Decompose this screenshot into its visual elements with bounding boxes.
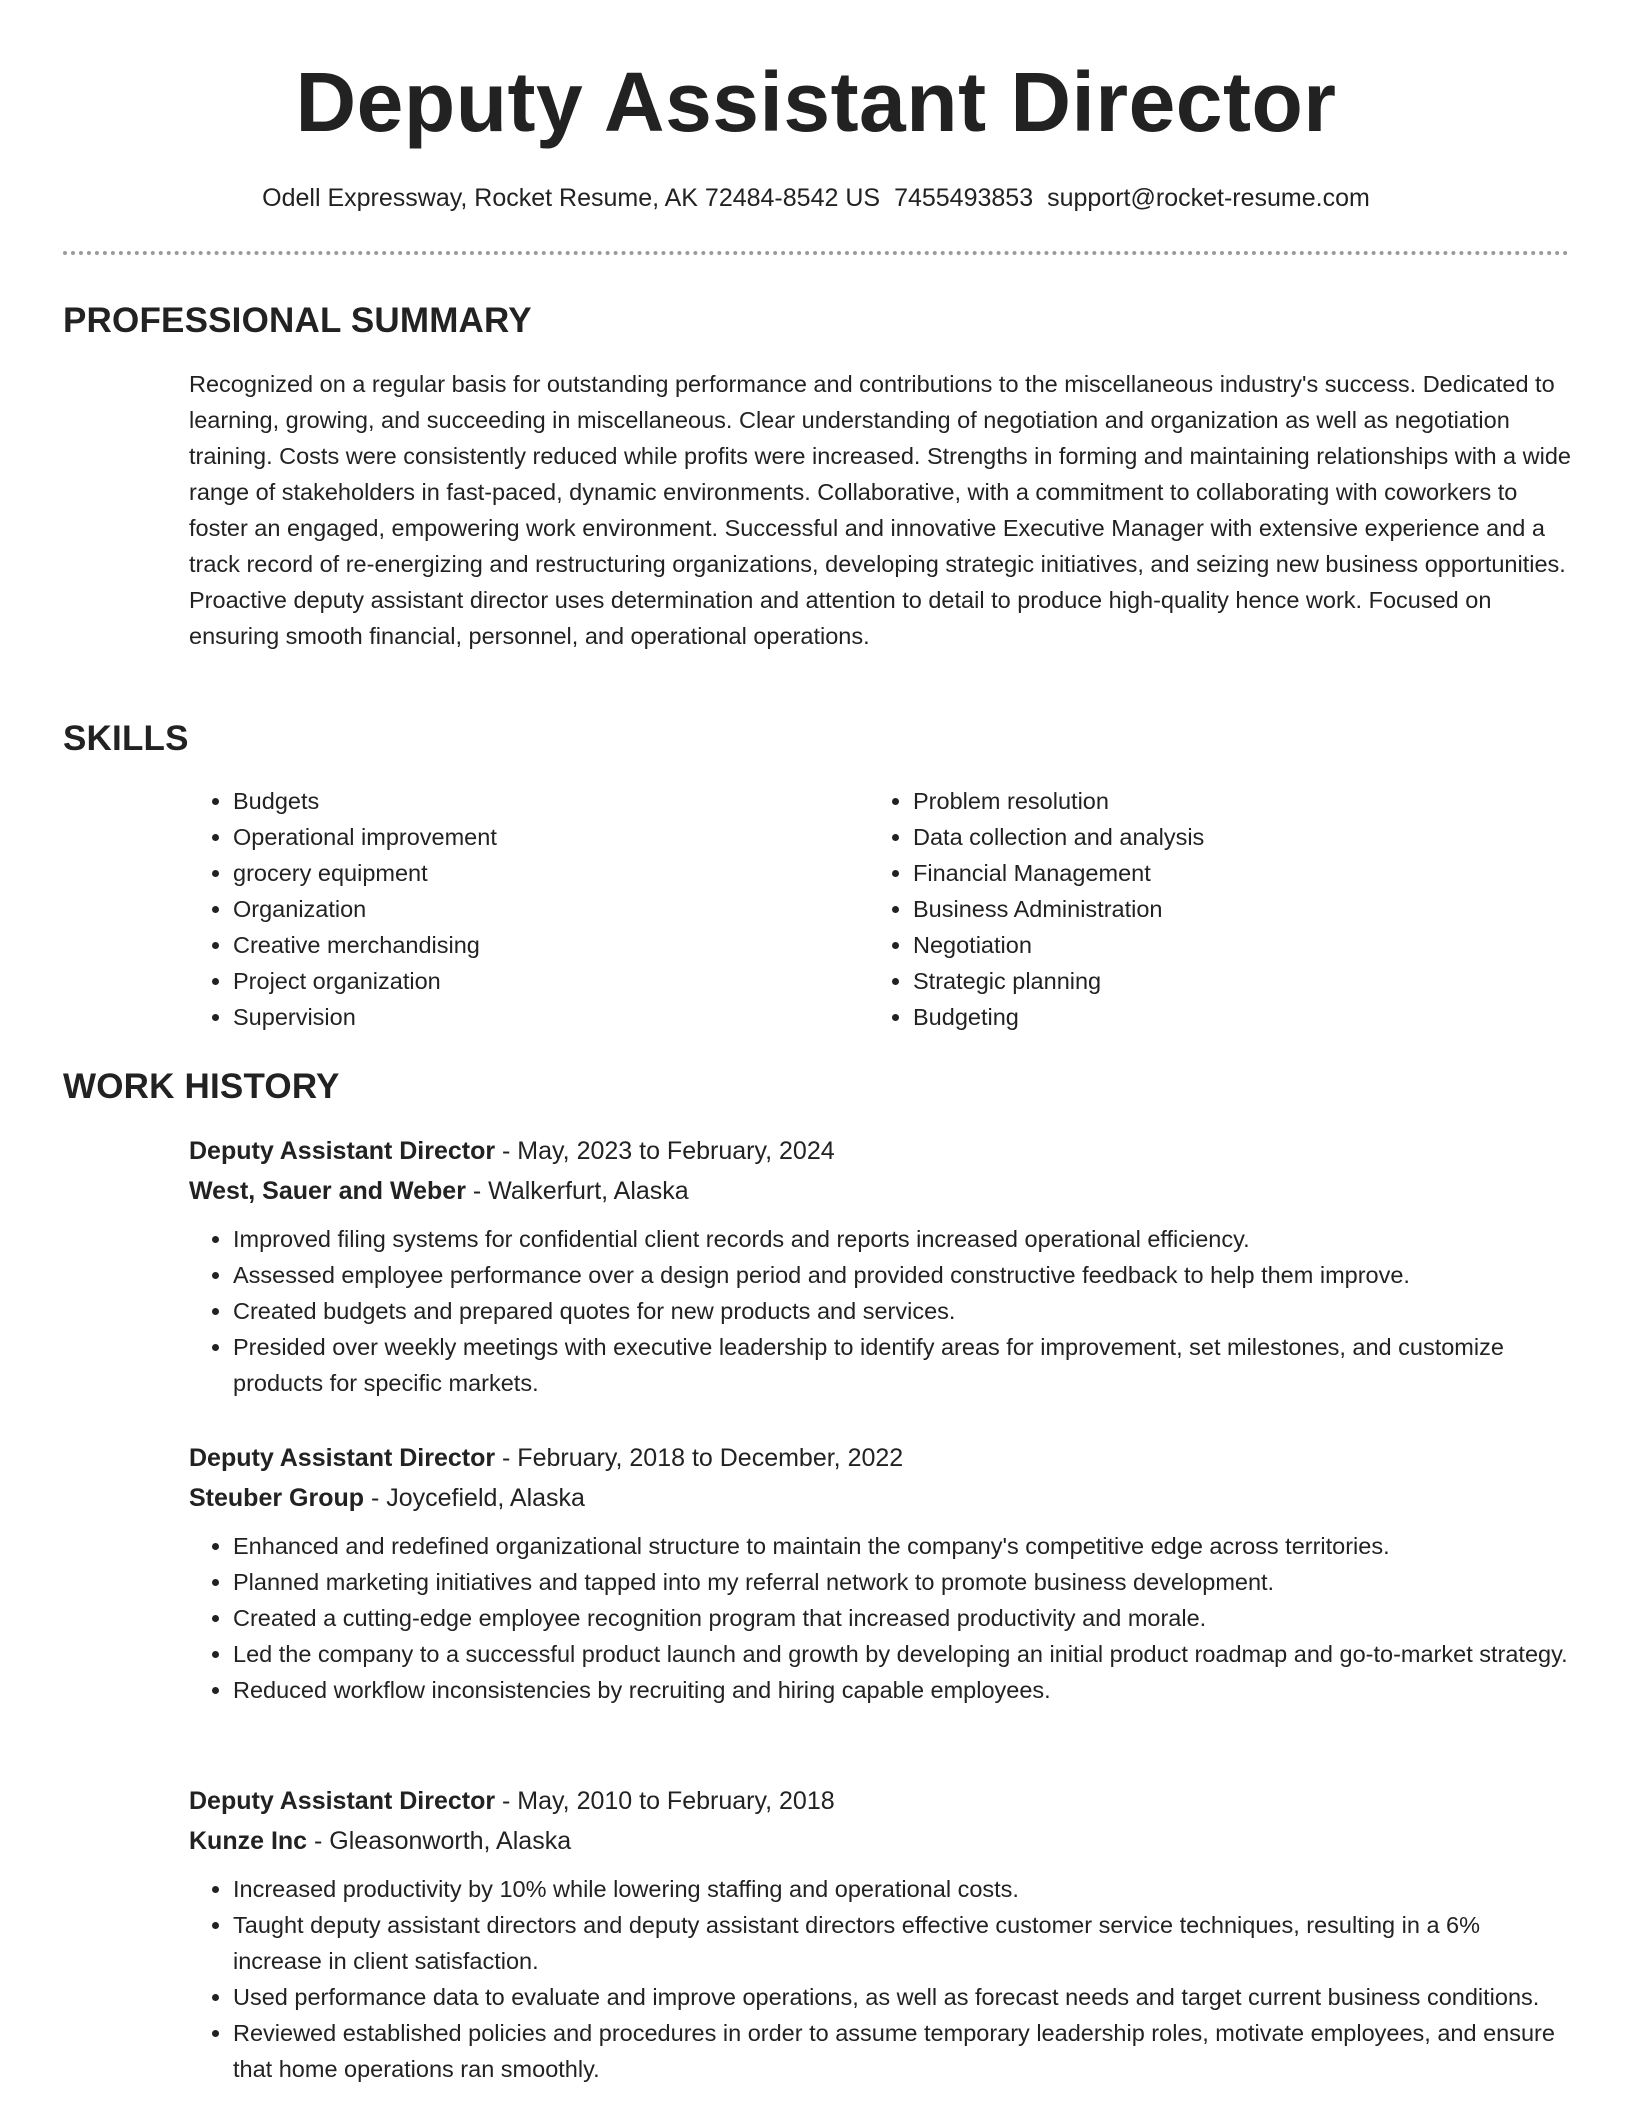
skill-item: • grocery equipment: [233, 855, 497, 891]
job-bullet: • Enhanced and redefined organizational structure to maintain the company's competitive edge across territories.: [233, 1528, 1571, 1564]
job-bullets: [189, 1528, 1571, 1708]
skill-item: • Budgets: [233, 783, 497, 819]
job-bullet: • Taught deputy assistant directors and deputy assistant directors effective customer service techniques, resulting in a 6% increase in client satisfaction.: [233, 1907, 1571, 1979]
skills-list-right: [869, 783, 1204, 1035]
job-company-line: [189, 1478, 1571, 1518]
job-bullet: • Presided over weekly meetings with executive leadership to identify areas for improvement, set milestones, and customize products for specific markets.: [233, 1329, 1571, 1401]
skill-item: • Business Administration: [913, 891, 1204, 927]
skill-item: • Data collection and analysis: [913, 819, 1204, 855]
job-bullet: • Reviewed established policies and procedures in order to assume temporary leadership roles, motivate employees, and ensure that home operations ran smoothly.: [233, 2015, 1571, 2087]
header-divider: [63, 251, 1569, 255]
job-company: Kunze Inc: [189, 1827, 308, 1855]
skill-item: • Project organization: [233, 963, 497, 999]
job-entry: [189, 1781, 1571, 2087]
skills-list-left: [189, 783, 497, 1035]
skill-item: • Organization: [233, 891, 497, 927]
job-title-line: [189, 1781, 1571, 1821]
skill-item: • Operational improvement: [233, 819, 497, 855]
job-location: - Gleasonworth, Alaska: [307, 1827, 572, 1855]
job-bullets: [189, 1221, 1571, 1401]
skill-item: • Financial Management: [913, 855, 1204, 891]
job-company-line: [189, 1171, 1571, 1211]
section-title-summary: PROFESSIONAL SUMMARY: [63, 301, 532, 340]
skill-item: • Problem resolution: [913, 783, 1204, 819]
job-bullet: • Increased productivity by 10% while lowering staffing and operational costs.: [233, 1871, 1571, 1907]
job-location: - Joycefield, Alaska: [364, 1484, 585, 1512]
job-title: Deputy Assistant Director: [189, 1787, 496, 1815]
section-title-skills: SKILLS: [63, 719, 189, 758]
contact-email: support@rocket-resume.com: [1047, 184, 1370, 212]
job-bullets: [189, 1871, 1571, 2087]
job-location: - Walkerfurt, Alaska: [465, 1177, 689, 1205]
contact-address: Odell Expressway, Rocket Resume, AK 72484-8542 US: [262, 184, 881, 212]
skill-item: • Strategic planning: [913, 963, 1204, 999]
job-bullet: • Planned marketing initiatives and tapped into my referral network to promote business development.: [233, 1564, 1571, 1600]
job-entry: [189, 1131, 1571, 1401]
job-title-line: [189, 1438, 1571, 1478]
job-bullet: • Created budgets and prepared quotes for new products and services.: [233, 1293, 1571, 1329]
contact-phone: 7455493853: [894, 184, 1034, 212]
skill-item: • Budgeting: [913, 999, 1204, 1035]
job-bullet: • Created a cutting-edge employee recognition program that increased productivity and morale.: [233, 1600, 1571, 1636]
job-title: Deputy Assistant Director: [189, 1444, 496, 1472]
professional-summary: Recognized on a regular basis for outstanding performance and contributions to the miscellaneous industry's success. Dedicated to learning, growing, and succeeding in miscellaneous. Clear understanding of negotiation and organization as well as negotiation training. Costs were consistently reduced while profits were increased. Strengths in forming and maintaining relationships with a wide range of stakeholders in fast-paced, dynamic environments. Collaborative, with a commitment to collaborating with coworkers to foster an engaged, empowering work environment. Successful and innovative Executive Manager with extensive experience and a track record of re-energizing and restructuring organizations, developing strategic initiatives, and seizing new business opportunities. Proactive deputy assistant director uses determination and attention to detail to produce high-quality hence work. Focused on ensuring smooth financial, personnel, and operational operations.: [189, 371, 1571, 649]
candidate-name: Deputy Assistant Director: [295, 55, 1337, 149]
job-bullet: • Used performance data to evaluate and improve operations, as well as forecast needs and target current business conditions.: [233, 1979, 1571, 2015]
contact-line: [0, 180, 1632, 216]
job-bullet: • Improved filing systems for confidential client records and reports increased operational efficiency.: [233, 1221, 1571, 1257]
job-bullet: • Reduced workflow inconsistencies by recruiting and hiring capable employees.: [233, 1672, 1571, 1708]
job-dates: - May, 2023 to February, 2024: [495, 1137, 835, 1165]
job-title-line: [189, 1131, 1571, 1171]
job-bullet: • Led the company to a successful product launch and growth by developing an initial product roadmap and go-to-market strategy.: [233, 1636, 1571, 1672]
job-entry: [189, 1438, 1571, 1708]
skill-item: • Creative merchandising: [233, 927, 497, 963]
job-company: Steuber Group: [189, 1484, 365, 1512]
section-title-work-history: WORK HISTORY: [63, 1067, 340, 1106]
job-bullet: • Assessed employee performance over a design period and provided constructive feedback to help them improve.: [233, 1257, 1571, 1293]
job-title: Deputy Assistant Director: [189, 1137, 496, 1165]
skill-item: • Negotiation: [913, 927, 1204, 963]
job-company: West, Sauer and Weber: [189, 1177, 466, 1205]
job-dates: - February, 2018 to December, 2022: [495, 1444, 904, 1472]
skill-item: • Supervision: [233, 999, 497, 1035]
job-company-line: [189, 1821, 1571, 1861]
job-dates: - May, 2010 to February, 2018: [495, 1787, 835, 1815]
